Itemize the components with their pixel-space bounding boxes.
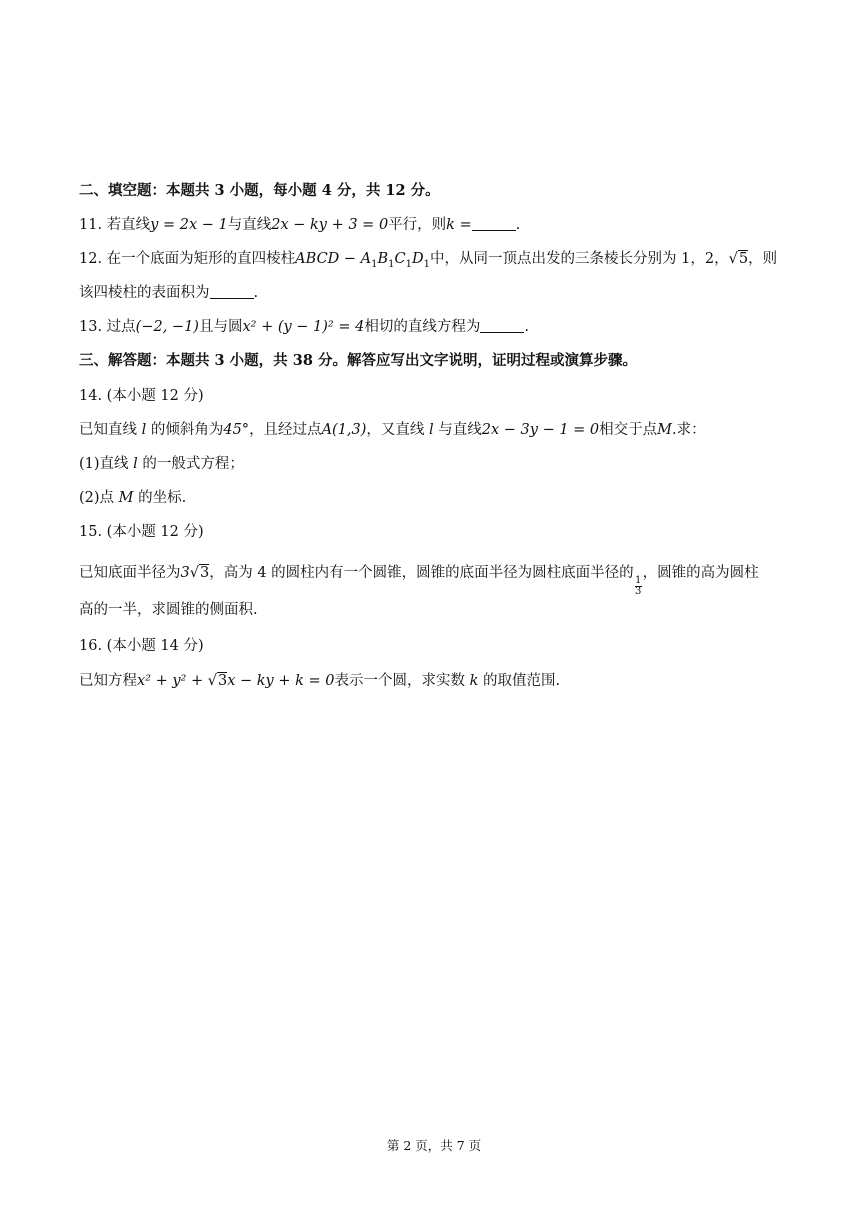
q12-number: 12.	[79, 251, 107, 267]
q13-text-a: 过点	[106, 319, 136, 335]
q12-line2: 该四棱柱的表面积为	[79, 285, 210, 301]
q14-math-c: A(1,3)	[321, 422, 367, 438]
q13-text-c: 相切的直线方程为	[364, 319, 481, 335]
q13-math-a: (−2, −1)	[135, 319, 199, 335]
q14-header: 14. (本小题 12 分)	[79, 388, 204, 404]
q11-number: 11.	[79, 217, 107, 233]
q16-statement: 已知方程x² + y² + √3x − ky + k = 0表示一个圆，求实数 k 的取值范围.	[79, 673, 561, 689]
q14-part2-b: 的坐标.	[133, 490, 187, 506]
q12-text-c: ，则	[748, 251, 778, 267]
q11-math-a: y = 2x − 1	[150, 217, 228, 233]
q14-part2-math: M	[118, 490, 134, 506]
q11-end: .	[515, 217, 521, 233]
q15-statement: 已知底面半径为3√3，高为 4 的圆柱内有一个圆锥，圆锥的底面半径为圆柱底面半径的 $\frac{1}{3}$ ，圆锥的高为圆柱	[79, 565, 759, 597]
q12-end: .	[253, 285, 259, 301]
q14-math-e: 2x − 3y − 1 = 0	[481, 422, 600, 438]
q14-statement	[79, 420, 706, 440]
q14-text-e: 与直线	[433, 422, 482, 438]
q15-math-a: 3	[180, 565, 190, 581]
q14-text-b: 的倾斜角为	[146, 422, 224, 438]
q12-math-b: 5	[738, 251, 749, 267]
q15-text-a: 已知底面半径为	[79, 565, 181, 581]
q12-text-b: 中，从同一顶点出发的三条棱长分别为 1，2，	[430, 251, 729, 267]
q16-math-b: x − ky + k = 0	[227, 673, 335, 689]
q15-fraction	[635, 576, 642, 597]
q14-math-b: 45°	[223, 422, 250, 438]
q14-text-g: .求：	[672, 422, 706, 438]
q15-line2: 高的一半，求圆锥的侧面积.	[79, 602, 258, 618]
q11-text-a: 若直线	[106, 217, 151, 233]
question-12-line2	[79, 283, 258, 303]
q11-text-c: 平行，则	[388, 217, 447, 233]
q15-text-c: ，圆锥的高为圆柱	[642, 565, 759, 581]
q14-text-c: ，且经过点	[249, 422, 322, 438]
q13-number: 13.	[79, 319, 107, 335]
question-11	[79, 215, 520, 235]
q15-text-b: ，高为 4 的圆柱内有一个圆锥，圆锥的底面半径为圆柱底面半径的	[209, 565, 634, 581]
q14-text-f: 相交于点	[599, 422, 658, 438]
question-13	[79, 317, 529, 337]
q11-math-b: 2x − ky + 3 = 0	[271, 217, 389, 233]
q16-math-radicand: 3	[217, 673, 228, 689]
answer-blank	[480, 318, 524, 333]
q16-text-b: 表示一个圆，求实数	[334, 673, 470, 689]
q14-math-a: l	[141, 422, 147, 438]
q16-math-c: k	[469, 673, 479, 689]
q13-text-b: 且与圆	[198, 319, 243, 335]
answer-blank	[472, 216, 516, 231]
q13-math-b: x² + (y − 1)² = 4	[242, 319, 365, 335]
q16-header: 16. (本小题 14 分)	[79, 638, 204, 654]
q16-text-a: 已知方程	[79, 673, 137, 689]
section2-heading: 二、填空题：本题共 3 小题，每小题 4 分，共 12 分。	[79, 182, 440, 199]
q16-text-c: 的取值范围.	[478, 673, 561, 689]
q14-math-d: l	[429, 422, 434, 438]
q15-frac-den: 3	[634, 586, 642, 597]
q12-text-a: 在一个底面为矩形的直四棱柱	[106, 251, 296, 267]
q12-math-a: ABCD − A	[295, 251, 372, 267]
q14-part2-a: (2)点	[79, 490, 119, 506]
q14-text-d: ，又直线	[366, 422, 430, 438]
section3-heading: 三、解答题：本题共 3 小题，共 38 分。解答应写出文字说明，证明过程或演算步骤。	[79, 352, 637, 369]
q16-math-a: x² + y² +	[137, 673, 208, 689]
q15-frac-num: 1	[634, 575, 642, 586]
q14-part1-b: 的一般式方程；	[137, 456, 244, 472]
q14-text-a: 已知直线	[79, 422, 142, 438]
q14-part1	[79, 454, 244, 474]
q15-header: 15. (本小题 12 分)	[79, 524, 204, 540]
answer-blank	[210, 284, 254, 299]
q13-end: .	[524, 319, 529, 335]
q15-math-a-radicand: 3	[199, 565, 210, 581]
q14-part2	[79, 488, 186, 508]
q14-math-f: M	[657, 422, 673, 438]
q14-part1-math: l	[133, 456, 138, 472]
q14-part1-a: (1)直线	[79, 456, 134, 472]
q11-math-c: k =	[446, 217, 472, 233]
page-footer: 第 2 页，共 7 页	[386, 1138, 482, 1153]
question-12-line1: 12. 在一个底面为矩形的直四棱柱ABCD − $A_1B_1C_1D_1$中，从同一顶点出发的三条棱长分别为 1，2，√5，则	[79, 251, 778, 270]
q11-text-b: 与直线	[227, 217, 272, 233]
